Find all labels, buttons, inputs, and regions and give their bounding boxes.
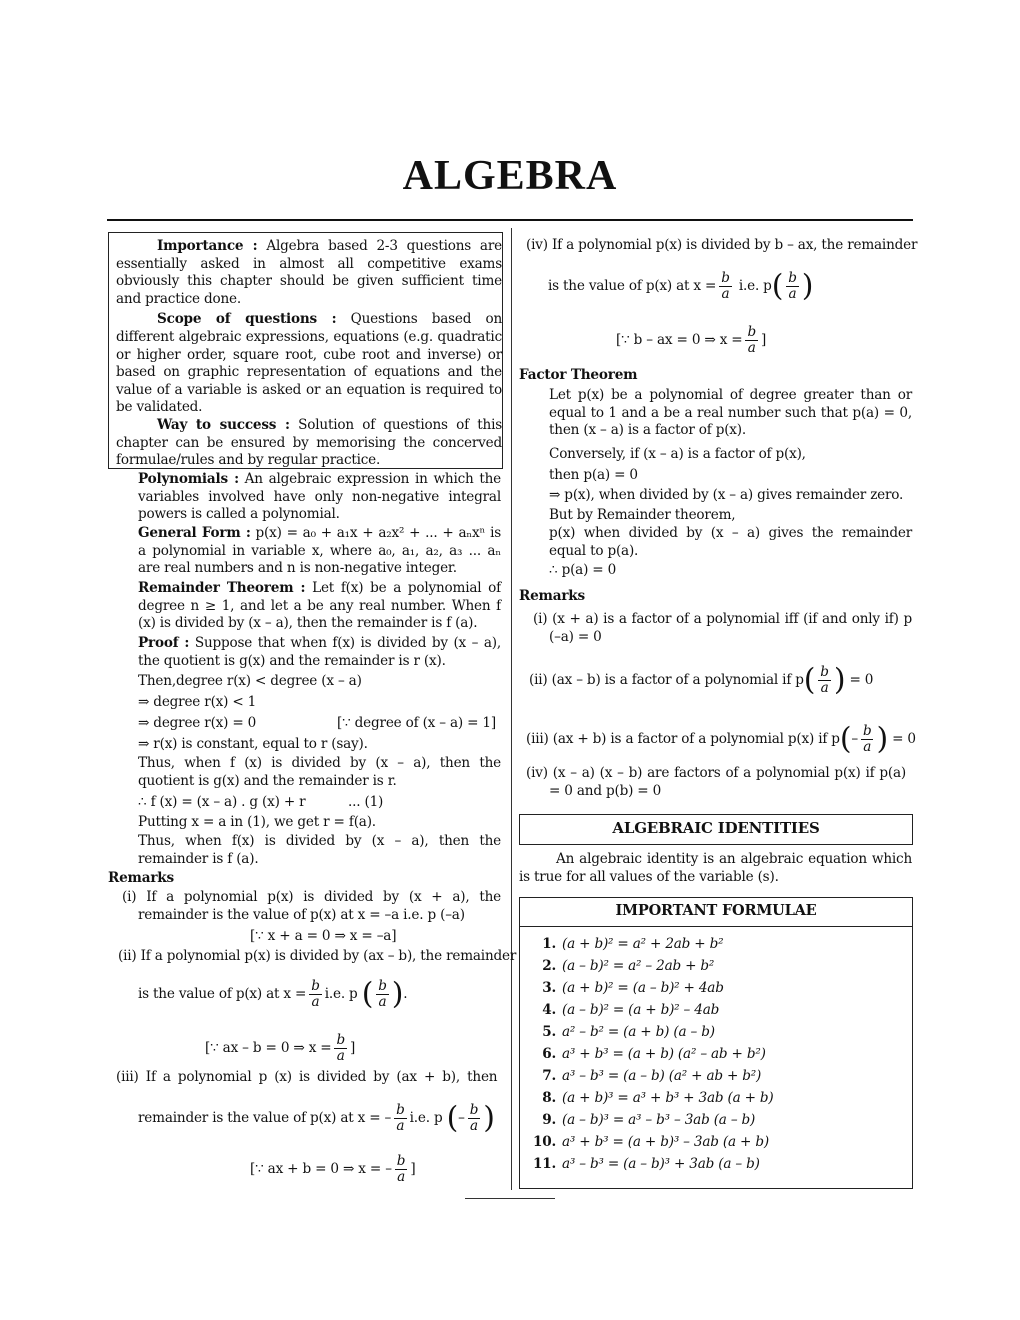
general-form-text: p(x) = a₀ + a₁x + a₂x² + ... + aₙxⁿ is a polynomial in variable x, where a₀, a₁, a₂, a₃ ... aₙ are real numbers and n is non-negative integer. xyxy=(138,525,501,577)
factor-line: But by Remainder theorem, xyxy=(549,507,736,523)
text: [∵ b – ax = 0 ⇒ x = xyxy=(616,332,743,348)
importance-label: Importance : xyxy=(157,238,258,254)
numerator: b xyxy=(396,1153,406,1169)
formula-number: 2. xyxy=(542,958,556,974)
numerator: b xyxy=(862,723,872,739)
text: (iii) (ax + b) is a factor of a polynomial p(x) if p xyxy=(526,731,840,747)
fraction-b-over-a xyxy=(376,979,389,1010)
remark-iv-note: [∵ b – ax = 0 ⇒ x = $\frac{b}{a}$ ] xyxy=(616,324,767,356)
formula-item xyxy=(527,1133,769,1151)
equation-number: ... (1) xyxy=(348,794,384,810)
factor-line: ∴ p(a) = 0 xyxy=(549,562,617,578)
formula-item xyxy=(536,1001,719,1019)
column-divider xyxy=(511,228,512,1190)
numerator: b xyxy=(311,978,320,994)
polynomials-text: An algebraic expression in which the variables involved have only non-negative integral powers is called a polynomial. xyxy=(138,471,501,523)
proof-line: Thus, when f (x) is divided by (x – a), then the quotient is g(x) and the remainder is r. xyxy=(138,755,501,789)
factor-remark-ii: (ii) (ax – b) is a factor of a polynomial if p( $\frac{b}{a}$ ) = 0 xyxy=(529,662,874,698)
formula-text: a³ + b³ = (a + b) (a² – ab + b²) xyxy=(562,1046,766,1062)
formulae-header-rule xyxy=(519,926,912,927)
formula-number: 6. xyxy=(542,1046,556,1062)
formula-number: 10. xyxy=(532,1134,556,1150)
formula-text: a³ + b³ = (a + b)³ – 3ab (a + b) xyxy=(562,1134,769,1150)
formula-number: 1. xyxy=(542,936,556,952)
denominator: a xyxy=(470,1118,478,1134)
proof-line: Then,degree r(x) < degree (x – a) xyxy=(138,673,362,689)
text: [∵ ax – b = 0 ⇒ x = xyxy=(205,1040,332,1056)
fraction-b-over-a xyxy=(395,1154,408,1185)
remainder-theorem-label: Remainder Theorem : xyxy=(138,580,306,596)
remark-i: (i) If a polynomial p(x) is divided by (x + a), the remainder is the value of p(x) at x = –a i.e. p (–a) xyxy=(122,889,501,923)
text: = 0 xyxy=(892,731,916,747)
denominator: a xyxy=(820,680,829,696)
fraction-b-over-a xyxy=(394,1103,407,1134)
title-rule xyxy=(107,219,913,221)
numerator: b xyxy=(469,1102,479,1118)
formula-number: 4. xyxy=(542,1002,556,1018)
proof-line: Putting x = a in (1), we get r = f(a). xyxy=(138,814,376,830)
text: = 0 xyxy=(849,672,874,688)
formula-number: 11. xyxy=(532,1156,556,1172)
text: i.e. p xyxy=(738,278,772,294)
proof-equation: ∴ f (x) = (x – a) . g (x) + r xyxy=(138,794,306,810)
denominator: a xyxy=(311,994,320,1010)
fraction-b-over-a xyxy=(309,979,322,1010)
factor-line: Conversely, if (x – a) is a factor of p(x), xyxy=(549,446,806,462)
remarks-heading: Remarks xyxy=(519,588,585,604)
remainder-theorem-paragraph xyxy=(138,580,501,633)
formula-number: 3. xyxy=(542,980,556,996)
factor-line: p(x) when divided by (x – a) gives the remainder equal to p(a). xyxy=(549,525,912,559)
formula-item xyxy=(536,1023,715,1041)
formula-text: (a + b)³ = a³ + b³ + 3ab (a + b) xyxy=(562,1090,774,1106)
numerator: b xyxy=(396,1102,405,1118)
fraction-b-over-a xyxy=(818,665,831,696)
algebraic-identities-heading: ALGEBRAIC IDENTITIES xyxy=(612,819,820,837)
denominator: a xyxy=(863,739,872,755)
remark-iii-value: remainder is the value of p(x) at x = – $\frac{b}{a}$ i.e. p (– $\frac{b}{a}$ ) xyxy=(138,1100,495,1136)
remark-iv: (iv) If a polynomial p(x) is divided by b – ax, the remainder xyxy=(526,237,918,253)
scope-paragraph xyxy=(116,311,502,417)
formula-text: (a + b)² = (a – b)² + 4ab xyxy=(562,980,724,996)
formula-item xyxy=(536,957,714,975)
remark-iii-note: [∵ ax + b = 0 ⇒ x = – $\frac{b}{a}$ ] xyxy=(250,1153,416,1185)
remarks-heading: Remarks xyxy=(108,870,174,886)
factor-remark-iv: (iv) (x – a) (x – b) are factors of a polynomial p(x) if p(a) = 0 and p(b) = 0 xyxy=(526,765,906,799)
formula-number: 7. xyxy=(542,1068,556,1084)
formula-text: (a – b)³ = a³ – b³ – 3ab (a – b) xyxy=(562,1112,756,1128)
numerator: b xyxy=(788,270,797,286)
denominator: a xyxy=(747,340,756,356)
importance-paragraph xyxy=(116,238,502,308)
intro-box xyxy=(108,232,503,469)
numerator: b xyxy=(820,664,829,680)
remark-ii-note: [∵ ax – b = 0 ⇒ x = $\frac{b}{a}$ ] xyxy=(205,1032,356,1064)
general-form-paragraph xyxy=(138,525,501,578)
numerator: b xyxy=(721,270,730,286)
polynomials-label: Polynomials : xyxy=(138,471,239,487)
proof-line: ⇒ degree r(x) < 1 xyxy=(138,694,257,710)
denominator: a xyxy=(397,1169,405,1185)
formula-text: a³ – b³ = (a – b)³ + 3ab (a – b) xyxy=(562,1156,760,1172)
fraction-b-over-a xyxy=(719,271,732,302)
proof-text: Suppose that when f(x) is divided by (x – a), the quotient is g(x) and the remainder is r (x). xyxy=(138,635,501,669)
factor-remark-iii: (iii) (ax + b) is a factor of a polynomial p(x) if p(– $\frac{b}{a}$ ) = 0 xyxy=(526,721,916,757)
scope-label: Scope of questions : xyxy=(157,311,337,328)
text: remainder is the value of p(x) at x = – xyxy=(138,1110,392,1126)
fraction-b-over-a xyxy=(334,1033,347,1064)
text: is the value of p(x) at x = xyxy=(548,278,717,294)
polynomials-paragraph xyxy=(138,471,501,524)
fraction-b-over-a xyxy=(468,1103,481,1134)
factor-line: then p(a) = 0 xyxy=(549,467,638,483)
proof-paragraph xyxy=(138,635,501,670)
formula-number: 9. xyxy=(542,1112,556,1128)
numerator: b xyxy=(747,324,756,340)
fraction-b-over-a xyxy=(861,724,874,755)
text: i.e. p xyxy=(409,1110,443,1126)
formula-text: a³ – b³ = (a – b) (a² + ab + b²) xyxy=(562,1068,762,1084)
denominator: a xyxy=(336,1048,345,1064)
formula-item xyxy=(536,979,724,997)
remark-iii: (iii) If a polynomial p (x) is divided by (ax + b), then xyxy=(116,1069,498,1085)
formula-text: (a + b)² = a² + 2ab + b² xyxy=(562,936,724,952)
formula-item xyxy=(536,1045,766,1063)
factor-theorem-heading: Factor Theorem xyxy=(519,367,638,383)
denominator: a xyxy=(788,286,797,302)
factor-theorem-text: Let p(x) be a polynomial of degree greater than or equal to 1 and a be a real number such that p(a) = 0, then (x – a) is a factor of p(x). xyxy=(549,387,912,439)
way-paragraph xyxy=(116,417,502,470)
factor-remark-i: (i) (x + a) is a factor of a polynomial iff (if and only if) p (–a) = 0 xyxy=(533,611,912,645)
formula-number: 8. xyxy=(542,1090,556,1106)
text: [∵ ax + b = 0 ⇒ x = – xyxy=(250,1161,392,1177)
footer-rule xyxy=(465,1198,555,1199)
proof-label: Proof : xyxy=(138,635,190,651)
proof-line: Thus, when f(x) is divided by (x – a), then the remainder is f (a). xyxy=(138,833,501,867)
denominator: a xyxy=(721,286,730,302)
text: i.e. p xyxy=(324,986,358,1002)
factor-line: ⇒ p(x), when divided by (x – a) gives remainder zero. xyxy=(549,487,904,503)
denominator: a xyxy=(396,1118,405,1134)
importance-text: Algebra based 2-3 questions are essentially asked in almost all competitive exams obviously this chapter should be given sufficient time and practice done. xyxy=(116,238,502,307)
formula-item xyxy=(536,1089,774,1107)
remark-iv-value: is the value of p(x) at x = $\frac{b}{a}$ i.e. p( $\frac{b}{a}$ ) xyxy=(548,268,814,304)
scope-text: Questions based on different algebraic expressions, equations (e.g. quadratic or higher order, square root, cube root and inverse) or based on graphic representation of equations and the value of a variable is asked or an equation is required to be validated. xyxy=(116,311,502,416)
proof-line: ⇒ r(x) is constant, equal to r (say). xyxy=(138,736,368,752)
fraction-b-over-a xyxy=(745,325,758,356)
remark-ii: (ii) If a polynomial p(x) is divided by (ax – b), the remainder xyxy=(118,948,517,964)
page-title: ALGEBRA xyxy=(402,153,618,199)
numerator: b xyxy=(336,1032,345,1048)
text: is the value of p(x) at x = xyxy=(138,986,307,1002)
formula-text: (a – b)² = (a + b)² – 4ab xyxy=(562,1002,720,1018)
way-text: Solution of questions of this chapter can be ensured by memorising the concerved formulae/rules and by regular practice. xyxy=(116,416,502,469)
formula-item xyxy=(536,1111,755,1129)
proof-note: [∵ degree of (x – a) = 1] xyxy=(337,715,496,731)
numerator: b xyxy=(378,978,387,994)
identities-definition: An algebraic identity is an algebraic equation which is true for all values of the variable (s). xyxy=(519,851,912,885)
general-form-label: General Form : xyxy=(138,525,251,541)
remark-ii-value: is the value of p(x) at x = $\frac{b}{a}$ i.e. p ( $\frac{b}{a}$ ). xyxy=(138,976,408,1012)
formula-item xyxy=(536,1067,761,1085)
formula-text: (a – b)² = a² – 2ab + b² xyxy=(562,958,715,974)
formula-item xyxy=(527,1155,760,1173)
proof-line: ⇒ degree r(x) = 0 xyxy=(138,715,257,731)
remark-i-note: [∵ x + a = 0 ⇒ x = –a] xyxy=(250,928,397,944)
text: (ii) (ax – b) is a factor of a polynomial if p xyxy=(529,672,804,688)
formula-item xyxy=(536,935,723,953)
formula-text: a² – b² = (a + b) (a – b) xyxy=(562,1024,715,1040)
remainder-theorem-text: Let f(x) be a polynomial of degree n ≥ 1, and let a be any real number. When f (x) is divided by (x – a), then the remainder is f (a). xyxy=(138,580,501,632)
fraction-b-over-a xyxy=(786,271,799,302)
important-formulae-heading: IMPORTANT FORMULAE xyxy=(615,902,817,919)
denominator: a xyxy=(378,994,387,1010)
way-label: Way to success : xyxy=(157,416,290,433)
formula-number: 5. xyxy=(542,1024,556,1040)
